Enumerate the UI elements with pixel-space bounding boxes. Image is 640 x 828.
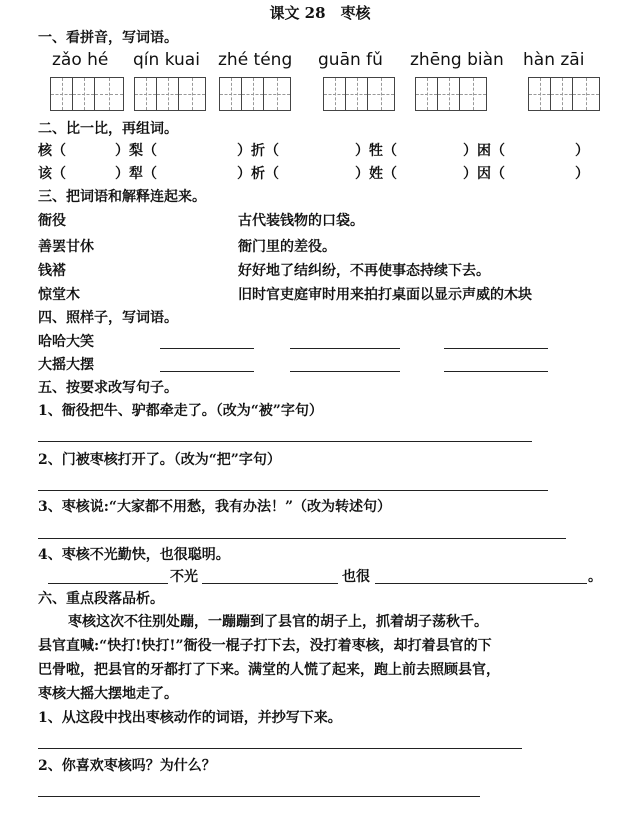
passage-line-1: 枣核这次不往别处蹦，一蹦蹦到了县官的胡子上，抓着胡子荡秋千。 bbox=[54, 614, 488, 630]
match-def-1[interactable]: 古代装钱物的口袋。 bbox=[238, 213, 364, 229]
pinyin-6: hàn zāi bbox=[523, 50, 585, 70]
word-yehen: 也很 bbox=[342, 569, 370, 585]
answer-line[interactable] bbox=[160, 371, 254, 372]
word-buguang: 不光 bbox=[170, 569, 198, 585]
compare-1-6: ） bbox=[575, 143, 589, 159]
pinyin-3: zhé téng bbox=[218, 50, 293, 70]
answer-line[interactable] bbox=[290, 371, 400, 372]
section-1-heading: 一、看拼音，写词语。 bbox=[38, 30, 178, 46]
compare-2-1: 该（ bbox=[38, 166, 66, 182]
answer-line[interactable] bbox=[38, 748, 522, 749]
writing-grid-3[interactable] bbox=[219, 77, 291, 111]
answer-line[interactable] bbox=[38, 490, 548, 491]
section-2-heading: 二、比一比，再组词。 bbox=[38, 121, 178, 137]
writing-grid-4[interactable] bbox=[323, 77, 395, 111]
example-word-1: 哈哈大笑 bbox=[38, 334, 94, 350]
match-word-3[interactable]: 钱褡 bbox=[38, 263, 66, 279]
question-5-4: 4、枣核不光勤快，也很聪明。 bbox=[38, 547, 230, 563]
writing-grid-2[interactable] bbox=[134, 77, 206, 111]
section-4-heading: 四、照样子，写词语。 bbox=[38, 310, 178, 326]
compare-1-2: ）梨（ bbox=[115, 143, 157, 159]
answer-line[interactable] bbox=[38, 538, 566, 539]
pinyin-5: zhēng biàn bbox=[410, 50, 504, 70]
section-6-heading: 六、重点段落品析。 bbox=[38, 591, 164, 607]
section-5-heading: 五、按要求改写句子。 bbox=[38, 380, 178, 396]
question-6-2: 2、你喜欢枣核吗？为什么？ bbox=[38, 758, 216, 774]
passage-line-2: 县官直喊:“快打!快打!”衙役一棍子打下去，没打着枣核，却打着县官的下 bbox=[38, 638, 492, 654]
question-6-1: 1、从这段中找出枣核动作的词语，并抄写下来。 bbox=[38, 710, 342, 726]
match-word-2[interactable]: 善罢甘休 bbox=[38, 239, 94, 255]
answer-line[interactable] bbox=[38, 441, 532, 442]
answer-line[interactable] bbox=[444, 371, 548, 372]
writing-grid-5[interactable] bbox=[415, 77, 487, 111]
match-word-1[interactable]: 衙役 bbox=[38, 213, 66, 229]
question-5-3: 3、枣核说:“大家都不用愁，我有办法！”（改为转述句） bbox=[38, 499, 392, 515]
answer-line[interactable] bbox=[290, 348, 400, 349]
pinyin-2: qín kuai bbox=[133, 50, 200, 70]
compare-1-4: ）牲（ bbox=[355, 143, 397, 159]
page-title: 课文 28 枣核 bbox=[269, 4, 371, 22]
writing-grid-6[interactable] bbox=[528, 77, 600, 111]
example-word-2: 大摇大摆 bbox=[38, 357, 94, 373]
answer-line[interactable] bbox=[375, 583, 587, 584]
period-mark: 。 bbox=[588, 569, 602, 585]
section-3-heading: 三、把词语和解释连起来。 bbox=[38, 189, 206, 205]
passage-line-4: 枣核大摇大摆地走了。 bbox=[38, 686, 178, 702]
compare-2-3: ）析（ bbox=[237, 166, 279, 182]
compare-1-3: ）折（ bbox=[237, 143, 279, 159]
compare-2-6: ） bbox=[575, 166, 589, 182]
match-word-4[interactable]: 惊堂木 bbox=[38, 287, 80, 303]
answer-line[interactable] bbox=[48, 583, 168, 584]
question-5-1: 1、衙役把牛、驴都牵走了。（改为“被”字句） bbox=[38, 403, 323, 419]
passage-line-3: 巴骨啦，把县官的牙都打了下来。满堂的人慌了起来，跑上前去照顾县官， bbox=[38, 662, 500, 678]
pinyin-1: zǎo hé bbox=[52, 50, 109, 70]
compare-2-4: ）姓（ bbox=[355, 166, 397, 182]
match-def-4[interactable]: 旧时官吏庭审时用来拍打桌面以显示声威的木块 bbox=[238, 287, 532, 303]
writing-grid-1[interactable] bbox=[50, 77, 124, 111]
answer-line[interactable] bbox=[202, 583, 338, 584]
match-def-2[interactable]: 衙门里的差役。 bbox=[238, 239, 336, 255]
answer-line[interactable] bbox=[38, 796, 480, 797]
question-5-2: 2、门被枣核打开了。（改为“把”字句） bbox=[38, 452, 281, 468]
compare-1-5: ）困（ bbox=[463, 143, 505, 159]
answer-line[interactable] bbox=[444, 348, 548, 349]
compare-1-1: 核（ bbox=[38, 143, 66, 159]
answer-line[interactable] bbox=[160, 348, 254, 349]
pinyin-4: guān fǔ bbox=[318, 50, 383, 70]
compare-2-2: ）犁（ bbox=[115, 166, 157, 182]
compare-2-5: ）因（ bbox=[463, 166, 505, 182]
match-def-3[interactable]: 好好地了结纠纷，不再使事态持续下去。 bbox=[238, 263, 490, 279]
